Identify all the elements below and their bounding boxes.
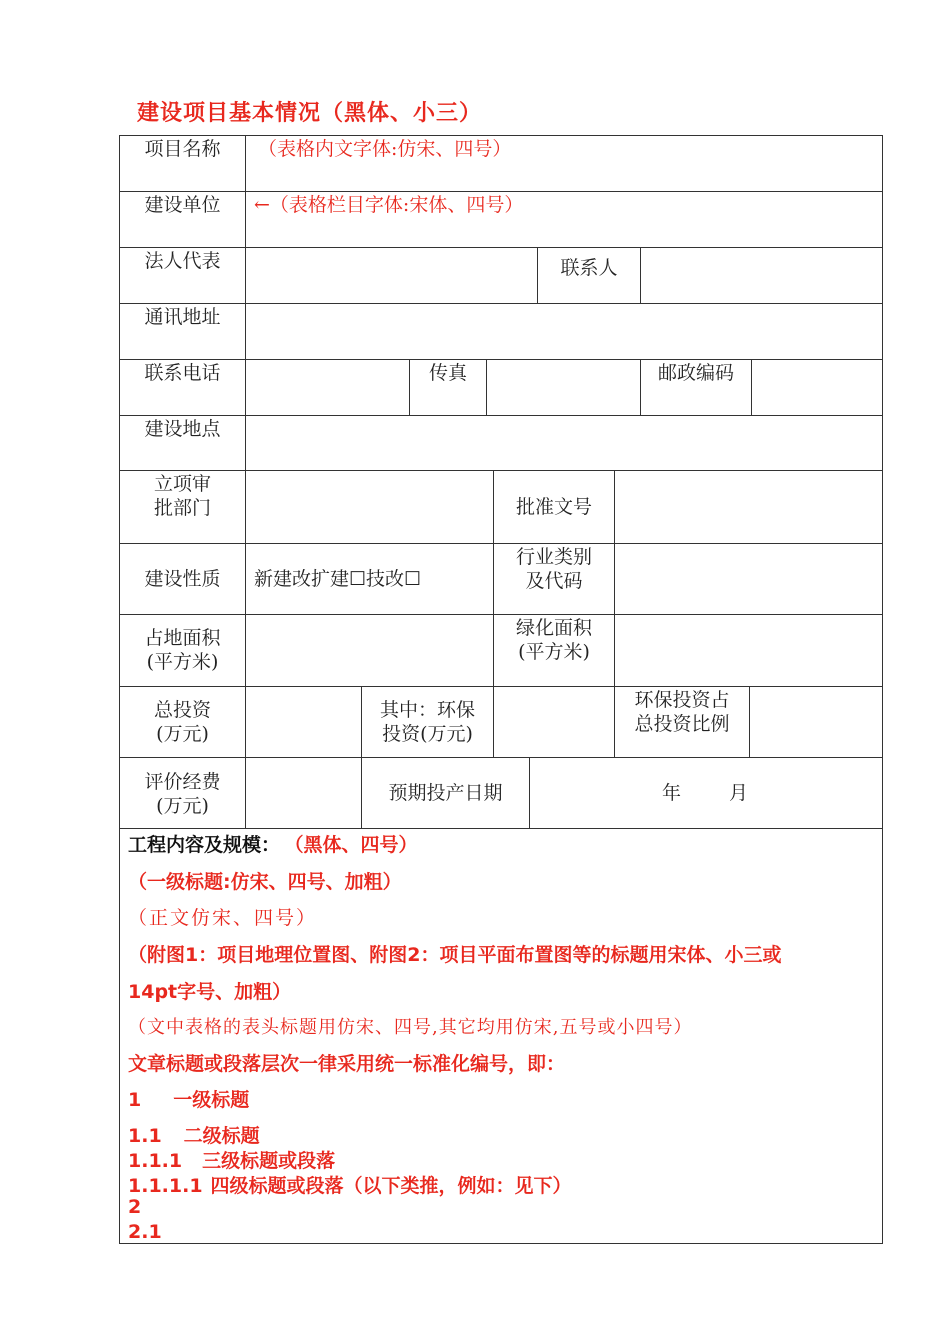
numbering-level1: 1 一级标题: [128, 1089, 250, 1111]
numbering-level4: 1.1.1.1 四级标题或段落（以下类推，例如：见下）: [128, 1175, 572, 1197]
hint-figure-title-1: （附图1：项目地理位置图、附图2：项目平面布置图等的标题用宋体、小三或: [128, 944, 782, 966]
content-heading: 工程内容及规模： （黑体、四号）: [128, 834, 418, 856]
label-env-ratio: 环保投资占 总投资比例: [634, 689, 730, 735]
hint-level1-heading: （一级标题:仿宋、四号、加粗）: [128, 871, 402, 893]
label-location: 建设地点: [144, 418, 221, 440]
numbering-intro: 文章标题或段落层次一律采用统一标准化编号，即：: [128, 1053, 566, 1075]
label-approval-number: 批准文号: [515, 496, 592, 518]
hint-figure-title-2: 14pt字号、加粗）: [128, 981, 292, 1003]
label-contact-person: 联系人: [560, 257, 618, 279]
label-green-area: 绿化面积 (平方米): [515, 617, 592, 663]
label-month: 月: [729, 782, 749, 804]
page-title: 建设项目基本情况（黑体、小三）: [137, 101, 483, 126]
numbering-level3: 1.1.1 三级标题或段落: [128, 1150, 336, 1172]
numbering-2: 2: [128, 1196, 142, 1218]
label-production-date: 预期投产日期: [388, 782, 503, 804]
label-address: 通讯地址: [144, 306, 221, 328]
hint-table-header: （文中表格的表头标题用仿宋、四号,其它均用仿宋,五号或小四号）: [128, 1017, 693, 1038]
label-construction-type: 建设性质: [144, 568, 221, 590]
hint-table-font: （表格内文字体:仿宋、四号）: [258, 138, 512, 160]
construction-type-options: 新建改扩建☐技改☐: [254, 568, 422, 590]
label-industry-code: 行业类别 及代码: [515, 546, 592, 592]
numbering-level2: 1.1 二级标题: [128, 1125, 260, 1147]
label-legal-rep: 法人代表: [144, 250, 221, 272]
label-evaluation-fee: 评价经费 (万元): [144, 771, 221, 817]
label-approval-dept: 立项审 批部门: [153, 473, 211, 519]
label-year: 年: [662, 782, 682, 804]
numbering-2-1: 2.1: [128, 1221, 162, 1243]
label-postcode: 邮政编码: [657, 362, 734, 384]
label-land-area: 占地面积 (平方米): [144, 627, 221, 673]
label-phone: 联系电话: [144, 362, 221, 384]
hint-body-text: （正文仿宋、四号）: [128, 907, 318, 929]
label-construction-unit: 建设单位: [144, 194, 221, 216]
label-fax: 传真: [428, 362, 467, 384]
label-total-investment: 总投资 (万元): [153, 699, 211, 745]
label-env-investment: 其中：环保 投资(万元): [379, 699, 475, 745]
hint-column-font: ←（表格栏目字体:宋体、四号）: [254, 194, 524, 216]
label-project-name: 项目名称: [144, 138, 221, 160]
